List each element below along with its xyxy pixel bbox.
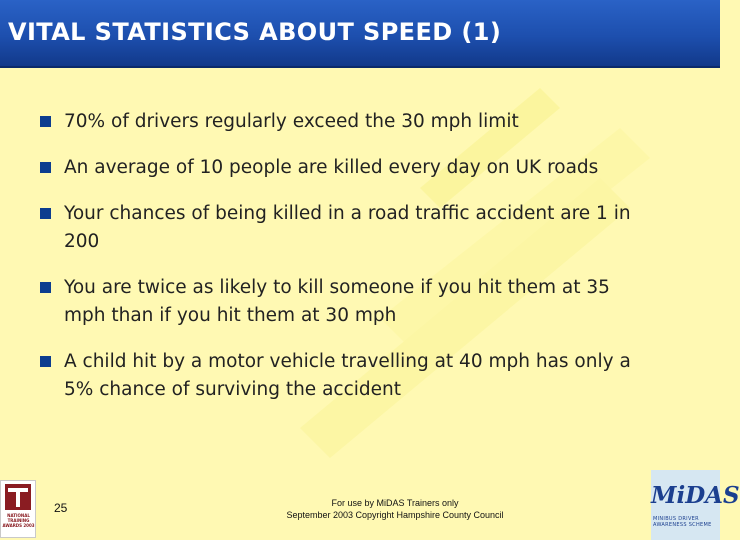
- award-mark: [5, 484, 31, 510]
- bullet-marker: [40, 116, 51, 127]
- bullet-line-continued: mph than if you hit them at 30 mph: [64, 305, 397, 326]
- bullet-item: [40, 154, 598, 182]
- bullet-marker: [40, 162, 51, 173]
- bullet-line: You are twice as likely to kill someone if you hit them at 35: [64, 277, 610, 298]
- bullet-item: [40, 348, 631, 404]
- award-text: NATIONAL TRAINING AWARDS 2003: [2, 513, 35, 528]
- national-training-awards-logo: [0, 480, 36, 538]
- slide-title: VITAL STATISTICS ABOUT SPEED (1): [8, 18, 502, 46]
- bullet-line-continued: 200: [64, 231, 100, 252]
- title-bar: [0, 0, 720, 68]
- midas-logo: [651, 470, 740, 540]
- bullet-line: 70% of drivers regularly exceed the 30 mph limit: [64, 111, 519, 132]
- bullet-line: An average of 10 people are killed every day on UK roads: [64, 157, 599, 178]
- award-t-icon: [5, 484, 31, 510]
- footer-line-1: For use by MiDAS Trainers only: [331, 498, 459, 508]
- bullet-marker: [40, 282, 51, 293]
- bullet-item: [40, 274, 610, 330]
- footer-line-2: September 2003 Copyright Hampshire County Council: [286, 510, 504, 520]
- bullet-item: [40, 108, 519, 136]
- bullet-line-continued: 5% chance of surviving the accident: [64, 379, 401, 400]
- bullet-line: Your chances of being killed in a road traffic accident are 1 in: [64, 203, 631, 224]
- bullet-marker: [40, 208, 51, 219]
- midas-tagline: MINIBUS DRIVER AWARENESS SCHEME: [653, 516, 712, 528]
- bullet-line: A child hit by a motor vehicle travelling at 40 mph has only a: [64, 351, 631, 372]
- footer-copyright: [240, 497, 550, 521]
- bullet-item: [40, 200, 631, 256]
- bullet-marker: [40, 356, 51, 367]
- page-number: 25: [54, 501, 68, 515]
- midas-wordmark: MiDAS: [651, 482, 740, 509]
